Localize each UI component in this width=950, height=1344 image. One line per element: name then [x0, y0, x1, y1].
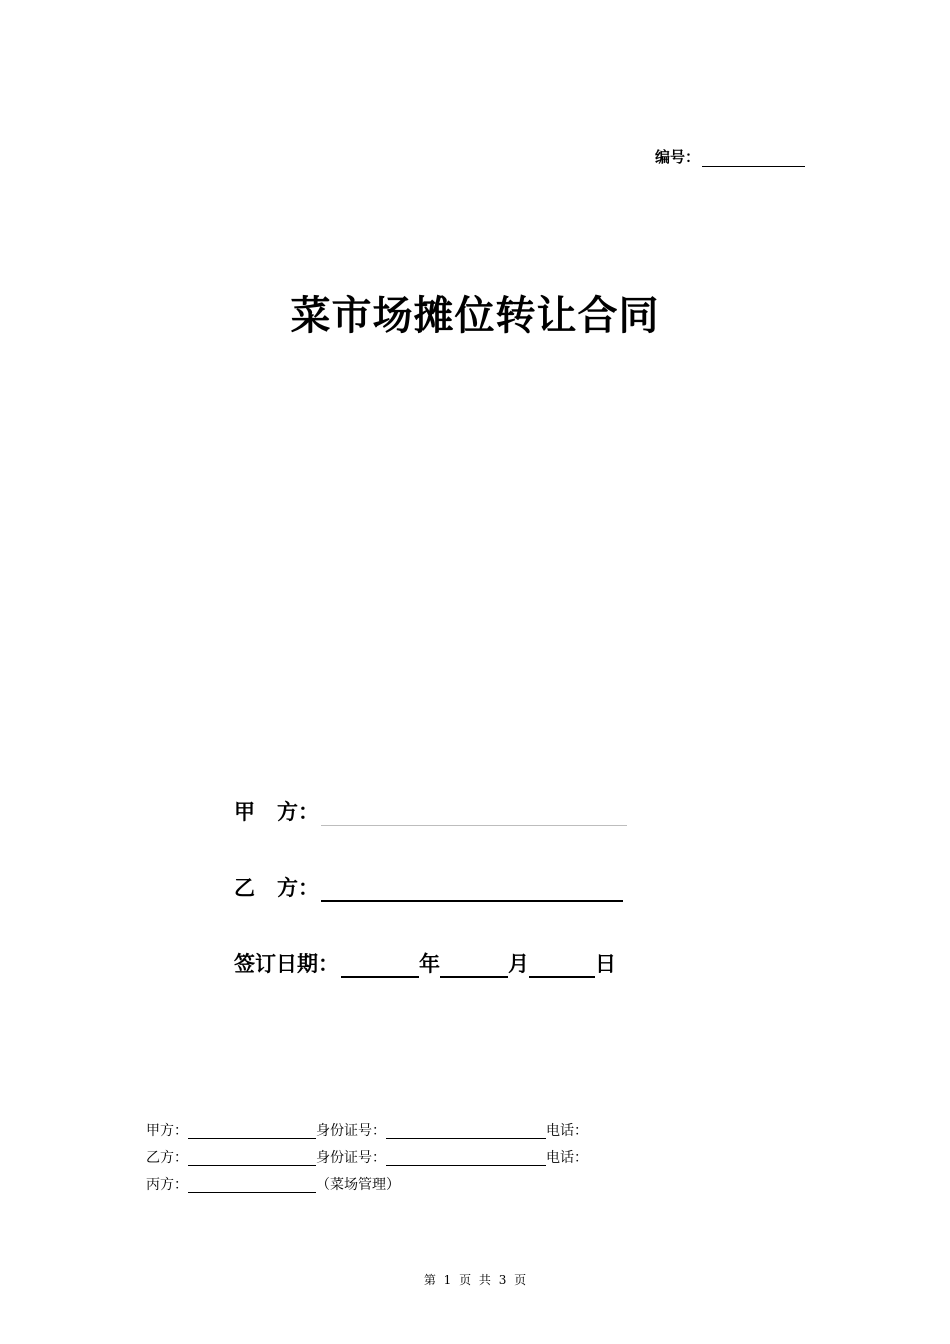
footer-party-a-label: 甲方： — [146, 1123, 188, 1139]
footer-party-a-id-label: 身份证号： — [316, 1123, 386, 1139]
footer-party-a-phone-label: 电话： — [546, 1123, 588, 1139]
footer-party-b-name-blank — [188, 1149, 316, 1166]
year-blank — [341, 956, 419, 978]
serial-number-label: 编号： — [655, 148, 701, 166]
sign-date-label: 签订日期： — [234, 952, 339, 976]
party-b-label-suffix: 方： — [277, 876, 319, 900]
footer-party-a-name-blank — [188, 1122, 316, 1139]
day-blank — [529, 956, 595, 978]
party-a-blank — [321, 805, 627, 826]
page-number: 第 1 页 共 3 页 — [423, 1273, 527, 1287]
footer-party-c-name-blank — [188, 1176, 316, 1193]
sign-date-field — [234, 948, 616, 978]
footer-row-party-b — [146, 1145, 588, 1172]
serial-number-blank — [702, 150, 805, 167]
party-b-field — [234, 872, 623, 902]
serial-number-field — [655, 146, 805, 167]
party-a-label-suffix: 方： — [277, 800, 319, 824]
party-a-label-char: 甲 — [234, 800, 255, 824]
footer-party-b-id-blank — [386, 1149, 546, 1166]
document-title: 菜市场摊位转让合同 — [290, 292, 660, 339]
footer-row-party-c — [146, 1172, 588, 1199]
footer-party-a-id-blank — [386, 1122, 546, 1139]
party-b-label-char: 乙 — [234, 876, 255, 900]
footer-party-b-label: 乙方： — [146, 1150, 188, 1166]
footer-party-b-id-label: 身份证号： — [316, 1150, 386, 1166]
footer-row-party-a — [146, 1118, 588, 1145]
footer-party-c-note: （菜场管理） — [316, 1177, 400, 1193]
party-a-field — [234, 796, 627, 826]
month-label: 月 — [508, 952, 529, 976]
footer-party-list — [146, 1118, 588, 1199]
month-blank — [440, 956, 508, 978]
day-label: 日 — [595, 952, 616, 976]
year-label: 年 — [419, 952, 440, 976]
footer-party-b-phone-label: 电话： — [546, 1150, 588, 1166]
footer-party-c-label: 丙方： — [146, 1177, 188, 1193]
party-b-blank — [321, 880, 623, 902]
